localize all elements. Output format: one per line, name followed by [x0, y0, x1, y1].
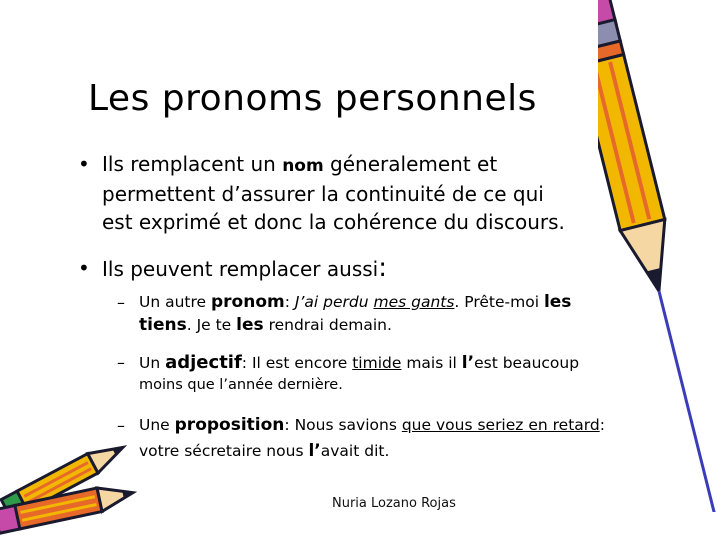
example-underlined: timide [352, 354, 402, 372]
bullet-1-line-2: permettent d’assurer la continuité de ce qui [102, 182, 544, 206]
sub-item-line-1 [139, 352, 579, 374]
text-run: géneralement et [323, 152, 498, 176]
pencil-icon-top-right [598, 0, 720, 512]
example-text: avait dit. [320, 442, 390, 460]
dash-marker: – [117, 353, 125, 372]
example-bold: tiens [139, 315, 187, 335]
text-run: : [241, 354, 252, 372]
slide-title: Les pronoms personnels [88, 78, 537, 119]
bullet-2-text [102, 254, 662, 283]
example-text: Il est encore [251, 354, 353, 372]
pencil-icon-bottom-left-2 [0, 470, 140, 540]
term-proposition: proposition [174, 415, 285, 435]
colon: : [378, 253, 387, 283]
example-bold: les [543, 292, 572, 312]
text-run: Un [139, 354, 166, 372]
example-text: mais il [401, 354, 462, 372]
example-text: votre sécretaire nous [139, 442, 309, 460]
term-nom: nom [282, 156, 324, 176]
bullet-1-line-1 [102, 150, 662, 180]
bullet-1-line-3: est exprimé et donc la cohérence du discours. [102, 210, 565, 234]
sub-item-line-1 [139, 415, 605, 436]
text-run: : [284, 293, 295, 311]
example-text: . Je te [186, 316, 237, 334]
dash-marker: – [117, 416, 125, 435]
term-pronom: pronom [211, 292, 285, 312]
bullet-marker: • [78, 152, 90, 176]
sub-item-line-2: moins que l’année dernière. [139, 377, 343, 393]
text-run: Un autre [139, 293, 211, 311]
example-underlined: que vous seriez en retard [401, 416, 600, 434]
text-run: : [284, 416, 295, 434]
example-text: : [599, 416, 605, 434]
example-text: . Prête-moi [454, 293, 544, 311]
author-credit: Nuria Lozano Rojas [332, 496, 456, 511]
example-text: est beaucoup [474, 354, 580, 372]
text-run: Ils peuvent remplacer aussi [102, 257, 379, 281]
sub-item-line-2 [139, 315, 392, 336]
bullet-marker: • [78, 256, 90, 280]
example-text: Nous savions [294, 416, 402, 434]
example-underlined: mes gants [373, 293, 455, 311]
example-text: J’ai perdu [294, 293, 374, 311]
text-run: Ils remplacent un [102, 152, 283, 176]
text-run: Une [139, 416, 175, 434]
example-bold: les [236, 315, 264, 335]
term-adjectif: adjectif [165, 352, 242, 373]
sub-item-line-2 [139, 441, 389, 462]
dash-marker: – [117, 293, 125, 312]
sub-item-line-1 [139, 292, 571, 313]
bullet-1-text [102, 150, 662, 236]
example-bold: l’ [308, 441, 321, 461]
example-bold: l’ [461, 353, 475, 373]
example-text: rendrai demain. [263, 316, 392, 334]
